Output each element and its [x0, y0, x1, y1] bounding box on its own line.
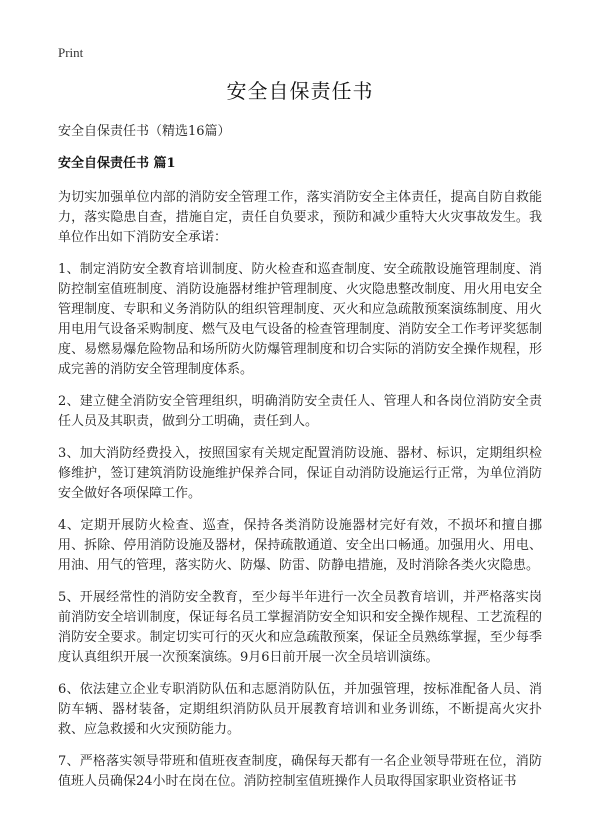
section-heading: 安全自保责任书 篇1 — [58, 156, 176, 171]
print-link[interactable]: Print — [58, 45, 84, 60]
document-subtitle: 安全自保责任书（精选16篇） — [58, 124, 231, 139]
paragraph-item-7: 7、严格落实领导带班和值班夜查制度，确保每天都有一名企业领导带班在位，消防值班人员确保24小时在岗在位。消防控制室值班操作人员取得国家职业资格证书 — [58, 754, 542, 789]
document-title: 安全自保责任书 — [226, 79, 374, 103]
paragraph-item-2: 2、建立健全消防安全管理组织，明确消防安全责任人、管理人和各岗位消防安全责任人员及其职责，做到分工明确，责任到人。 — [58, 394, 542, 429]
paragraph-item-6: 6、依法建立企业专职消防队伍和志愿消防队伍，并加强管理，按标准配备人员、消防车辆、器材装备，定期组织消防队员开展教育培训和业务训练，不断提高火灾扑救、应急救援和火灾预防能力。 — [58, 682, 542, 737]
paragraph-item-3: 3、加大消防经费投入，按照国家有关规定配置消防设施、器材、标识，定期组织检修维护，签订建筑消防设施维护保养合同，保证自动消防设施运行正常，为单位消防安全做好各项保障工作。 — [58, 446, 542, 501]
paragraph-item-5: 5、开展经常性的消防安全教育，至少每半年进行一次全员教育培训，并严格落实岗前消防安全培训制度，保证每名员工掌握消防安全知识和安全操作规程、工艺流程的消防安全要求。制定切实可行的灭火和应急疏散预案，保证全员熟练掌握，至少每季度认真组织开展一次预案演练。9月6日前开展一次全员培训演练。 — [58, 590, 542, 665]
paragraph-item-1: 1、制定消防安全教育培训制度、防火检查和巡查制度、安全疏散设施管理制度、消防控制室值班制度、消防设施器材维护管理制度、火灾隐患整改制度、用火用电安全管理制度、专职和义务消防队的组织管理制度、灭火和应急疏散预案演练制度、用火用电用气设备采购制度、燃气及电气设备的检查管理制度、消防安全工作考评奖惩制度、易燃易爆危险物品和场所防火防爆管理制度和切合实际的消防安全操作规程，形成完善的消防安全管理制度体系。 — [58, 262, 542, 377]
intro-paragraph: 为切实加强单位内部的消防安全管理工作，落实消防安全主体责任，提高自防自救能力，落实隐患自查，措施自定，责任自负要求，预防和减少重特大火灾事故发生。我单位作出如下消防安全承诺： — [58, 190, 542, 245]
paragraph-item-4: 4、定期开展防火检查、巡查，保持各类消防设施器材完好有效，不损坏和擅自挪用、拆除、停用消防设施及器材，保持疏散通道、安全出口畅通。加强用火、用电、用油、用气的管理，落实防火、防爆、防雷、防静电措施，及时消除各类火灾隐患。 — [58, 518, 542, 573]
